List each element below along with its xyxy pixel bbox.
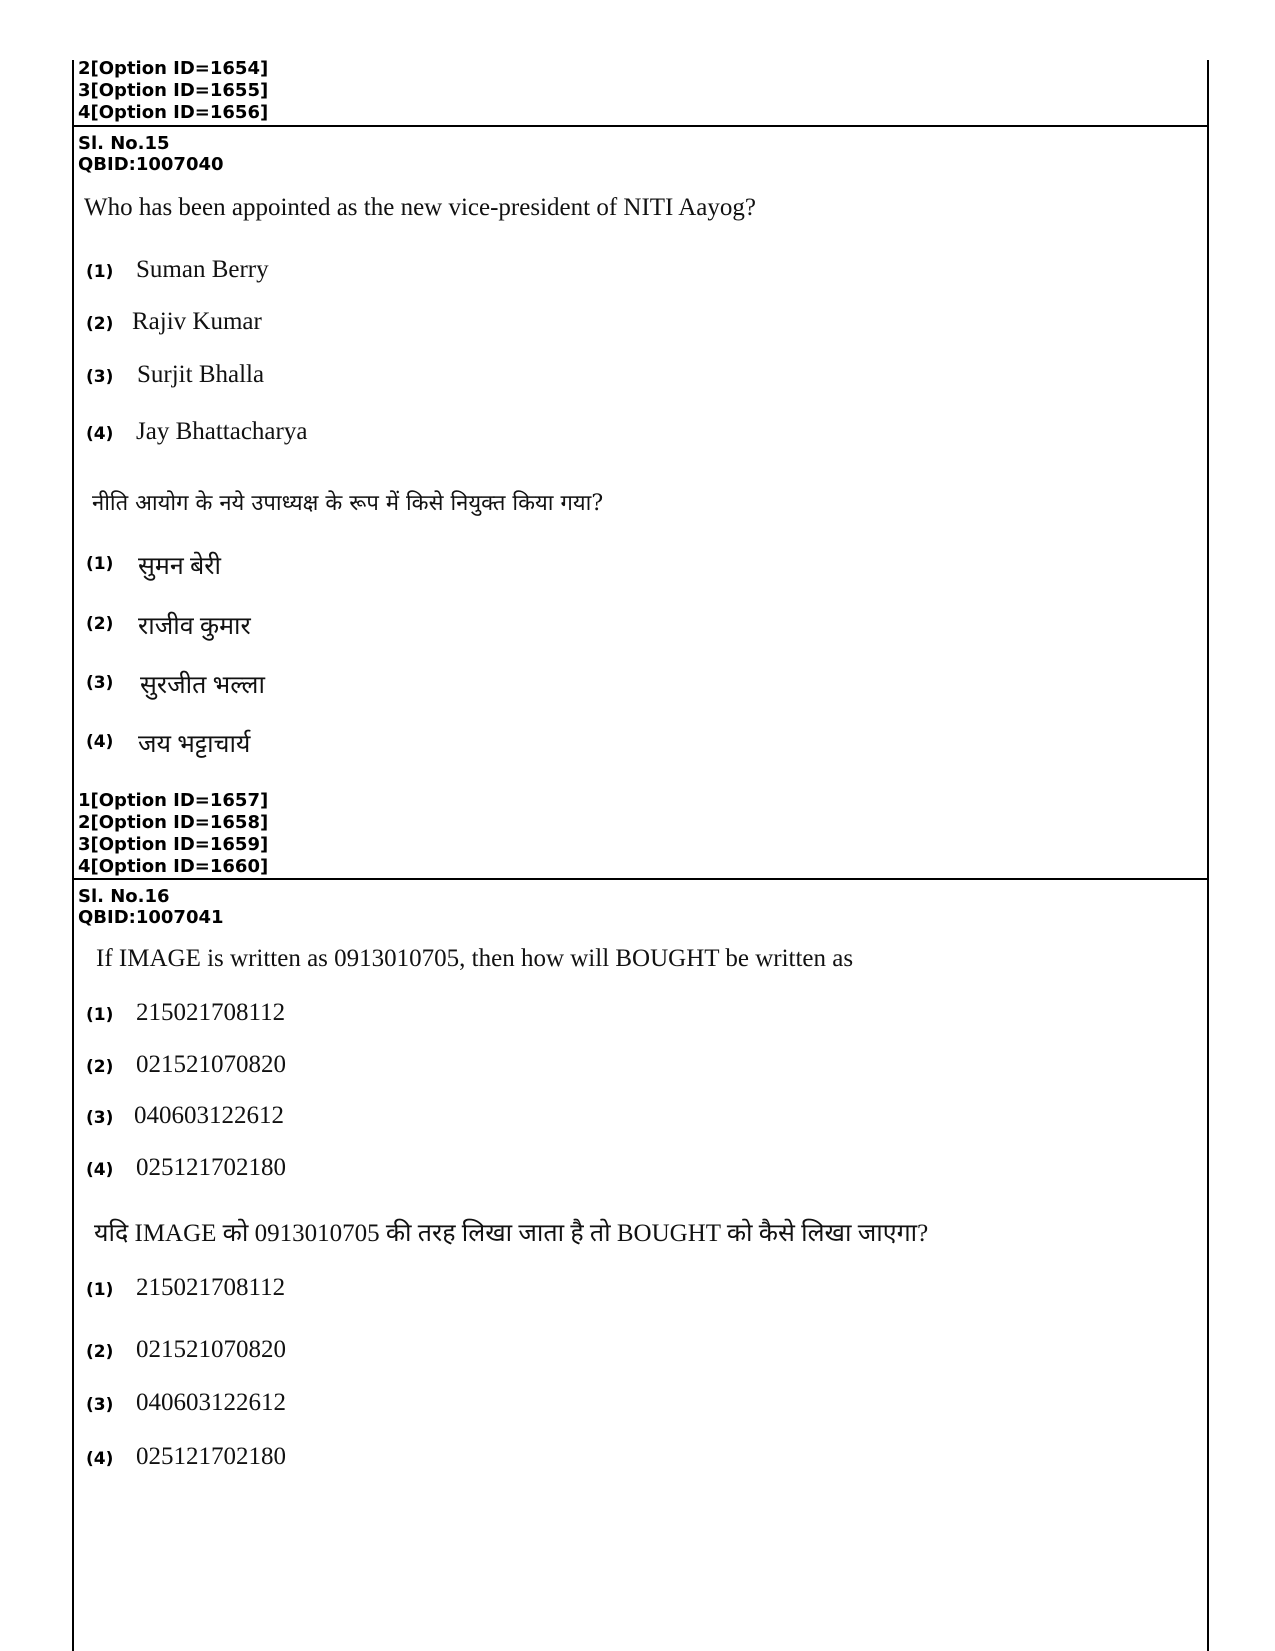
option-ids — [78, 790, 268, 878]
option-text: Surjit Bhalla — [137, 361, 265, 388]
option-id: 3[Option ID=1659] — [78, 834, 269, 855]
option-text: 025121702180 — [136, 1443, 286, 1470]
option-number: (2) — [86, 1342, 114, 1362]
option-id: 2[Option ID=1658] — [78, 812, 269, 833]
option-number: (4) — [86, 1160, 114, 1180]
question-text-hi: नीति आयोग के नये उपाध्यक्ष के रूप में किसे नियुक्त किया गया? — [92, 491, 604, 516]
option-text: Suman Berry — [136, 256, 269, 283]
question-bank-id: QBID:1007040 — [78, 154, 224, 175]
option-number: (2) — [86, 314, 114, 334]
left-border — [72, 60, 74, 1651]
option-number: (4) — [86, 732, 114, 752]
option-text: सुरजीत भल्ला — [140, 672, 265, 699]
option-number: (3) — [86, 673, 114, 693]
question-text-en: If IMAGE is written as 0913010705, then how will BOUGHT be written as — [96, 945, 854, 972]
row-divider — [72, 125, 1209, 127]
option-number: (1) — [86, 1280, 114, 1300]
option-text: 021521070820 — [136, 1051, 286, 1078]
option-number: (3) — [86, 367, 114, 387]
option-text: 215021708112 — [136, 999, 286, 1026]
option-text: Rajiv Kumar — [132, 308, 262, 335]
option-text: सुमन बेरी — [138, 553, 221, 580]
option-number: (4) — [86, 1449, 114, 1469]
option-text: जय भट्टाचार्य — [138, 731, 251, 758]
serial-number: Sl. No.16 — [78, 886, 170, 907]
question-text-en: Who has been appointed as the new vice-president of NITI Aayog? — [84, 194, 756, 221]
option-number: (2) — [86, 614, 114, 634]
top-option-ids — [78, 58, 268, 124]
option-text: 040603122612 — [134, 1102, 284, 1129]
option-id: 4[Option ID=1656] — [78, 102, 269, 123]
option-id: 1[Option ID=1657] — [78, 790, 269, 811]
row-divider — [72, 878, 1209, 880]
option-text: 215021708112 — [136, 1274, 286, 1301]
question-text-hi: यदि IMAGE को 0913010705 की तरह लिखा जाता है तो BOUGHT को कैसे लिखा जाएगा? — [94, 1220, 929, 1247]
option-id: 3[Option ID=1655] — [78, 80, 269, 101]
option-number: (1) — [86, 554, 114, 574]
option-id: 4[Option ID=1660] — [78, 856, 269, 877]
option-number: (1) — [86, 1005, 114, 1025]
serial-number: Sl. No.15 — [78, 133, 170, 154]
option-number: (3) — [86, 1395, 114, 1415]
option-text: राजीव कुमार — [138, 613, 251, 640]
question-bank-id: QBID:1007041 — [78, 907, 224, 928]
option-text: Jay Bhattacharya — [136, 418, 308, 445]
option-text: 025121702180 — [136, 1154, 286, 1181]
right-border — [1207, 60, 1209, 1651]
option-number: (3) — [86, 1108, 114, 1128]
option-number: (2) — [86, 1057, 114, 1077]
option-text: 021521070820 — [136, 1336, 286, 1363]
option-id: 2[Option ID=1654] — [78, 58, 269, 79]
option-text: 040603122612 — [136, 1389, 286, 1416]
option-number: (1) — [86, 262, 114, 282]
question-paper-page — [72, 60, 1209, 1651]
option-number: (4) — [86, 424, 114, 444]
